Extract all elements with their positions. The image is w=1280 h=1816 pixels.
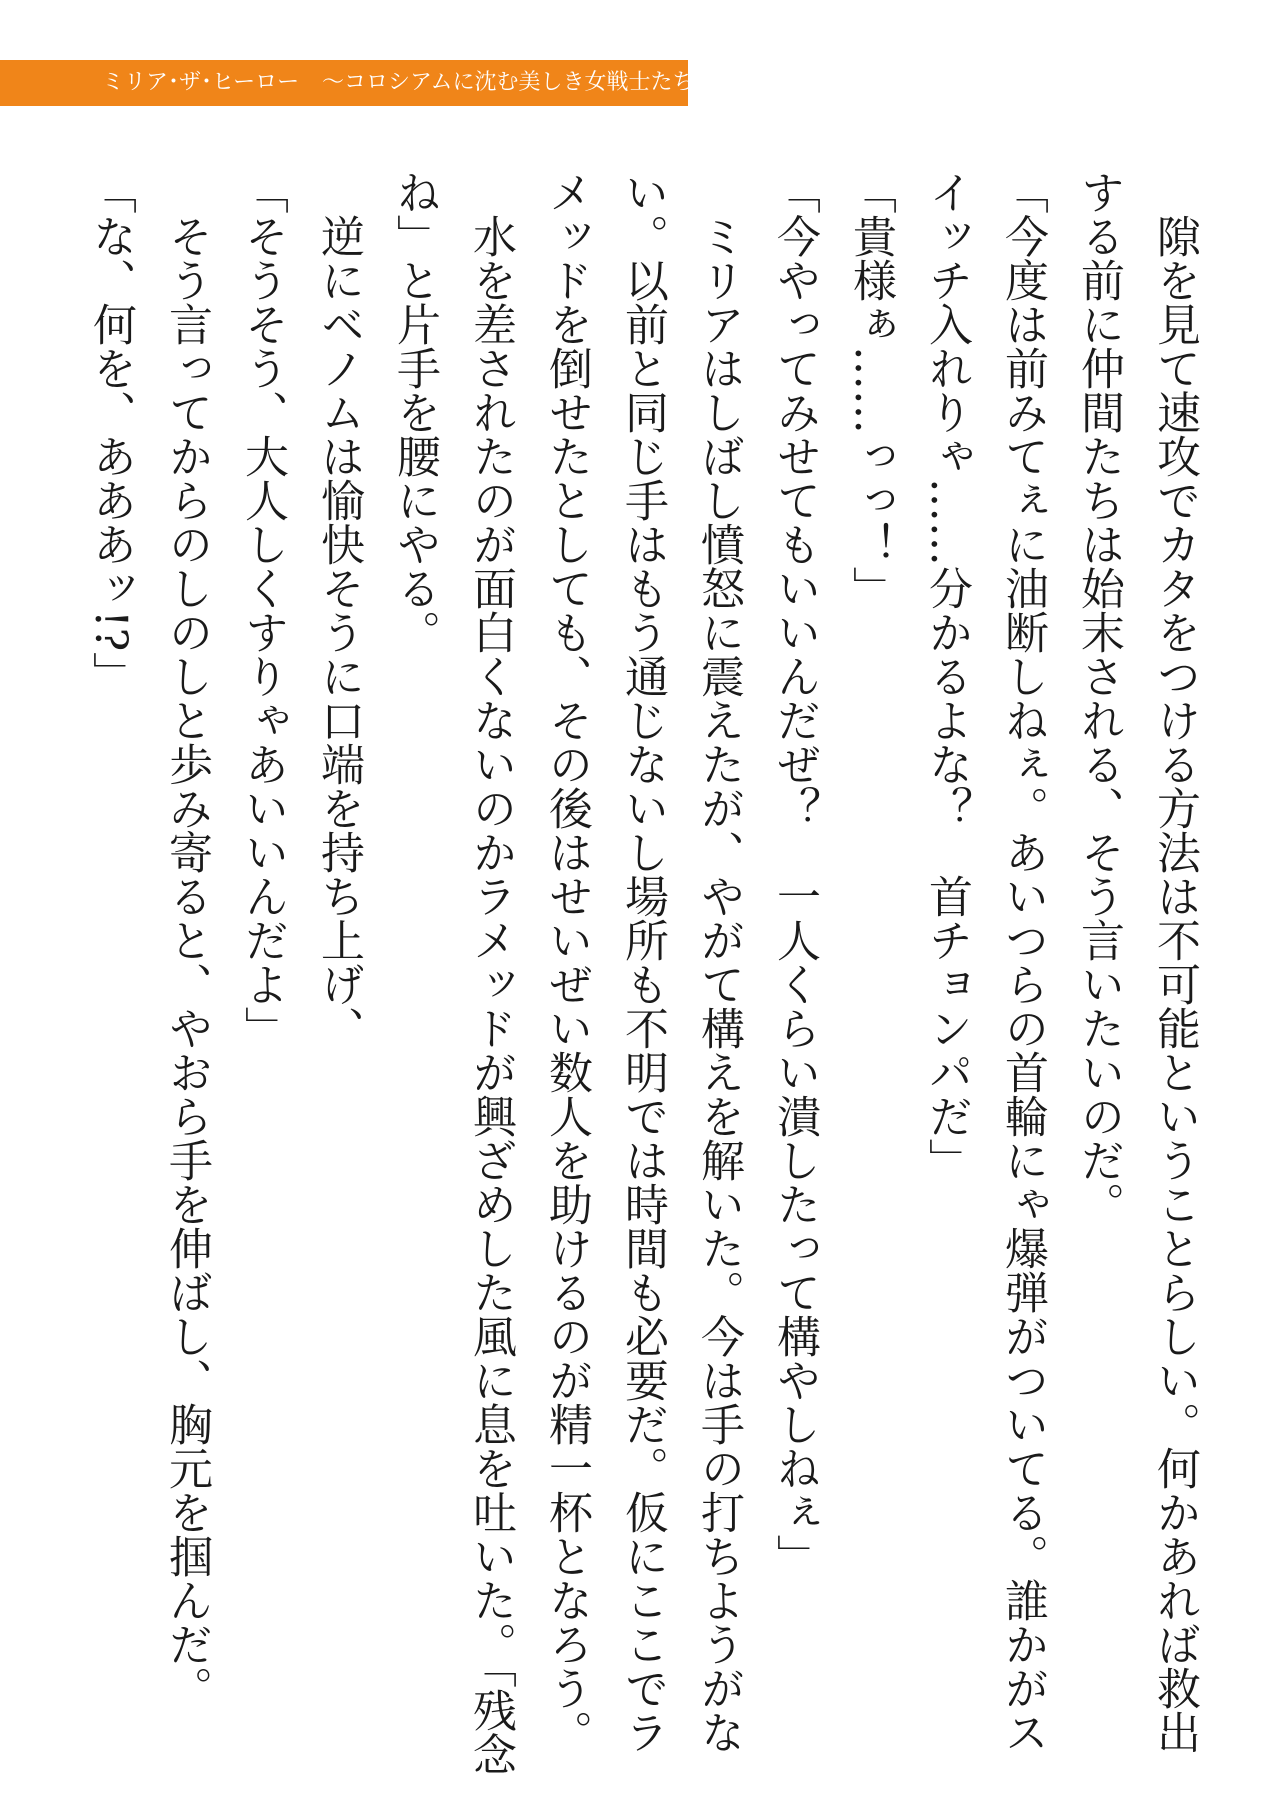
paragraph: 隙を見て速攻でカタをつける方法は不可能ということらしい。何かあれば救出する前に仲間たちは始末される、そう言いたいのだ。 [1073,170,1200,1754]
book-title: ミリア･ザ･ヒーロー [102,70,300,95]
dialogue-line: 「今やってみせてもいいんだぜ？ 一人くらい潰したって構やしねぇ」 [769,170,820,1578]
paragraph: ミリアはしばし憤怒に震えたが、やがて構えを解いた。今は手の打ちようがない。以前と同じ手はもう通じないし場所も不明では時間も必要だ。仮にここでラメッドを倒せたとしても、その後はせいぜい数人を助けるのが精一杯となろう。 [541,170,744,1754]
paragraph: そう言ってからのしのしと歩み寄ると、やおら手を伸ばし、胸元を掴んだ。 [161,214,212,1710]
header-band [0,60,717,106]
dialogue-line: 「な、何を、あああッ!?」 [85,170,136,696]
paragraph: 逆にベノムは愉快そうに口端を持ち上げ、 [313,214,364,1050]
dialogue-line: 「そうそう、大人しくすりゃあいいんだよ」 [237,170,288,1050]
paragraph: 水を差されたのが面白くないのかラメッドが興ざめした風に息を吐いた。「残念ね」と片手を腰にやる。 [389,170,516,1776]
body-text [72,170,1212,1790]
book-subtitle: 〜コロシアムに沈む美しき女戦士たち〜 [322,70,717,95]
dialogue-line: 「今度は前みてぇに油断しねぇ。あいつらの首輪にゃ爆弾がついてる。誰かがスイッチ入れりゃ……分かるよな？ 首チョンパだ」 [921,170,1048,1754]
dialogue-line: 「貴様ぁ……っっ！」 [845,170,896,610]
